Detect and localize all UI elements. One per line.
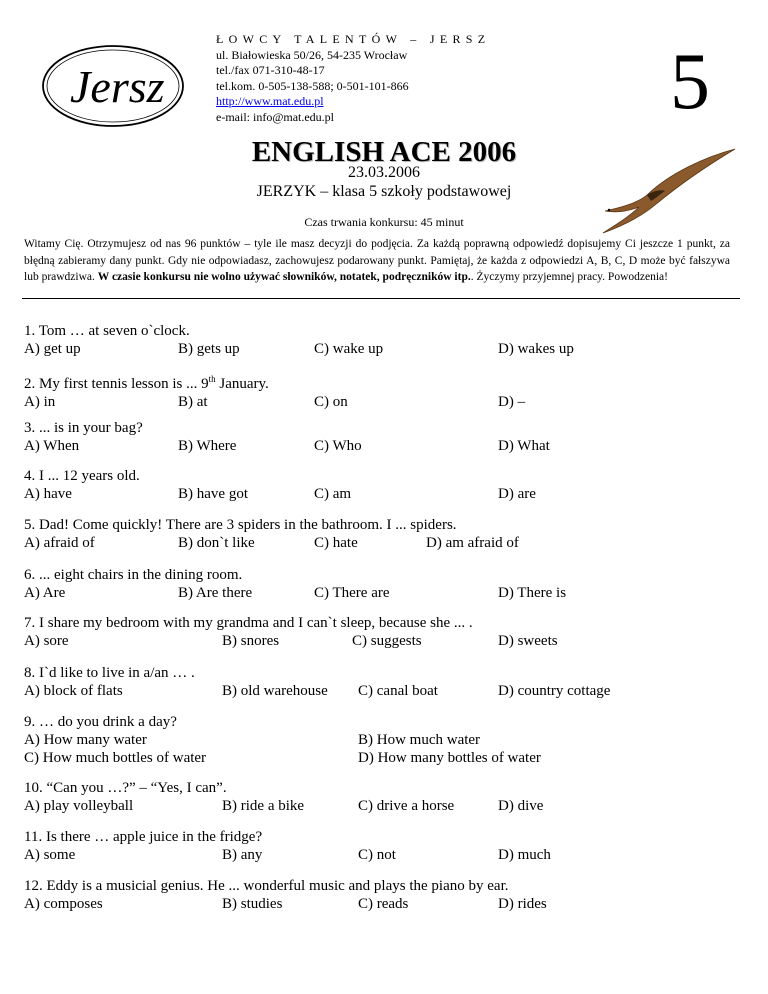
instructions xyxy=(24,236,730,286)
option-b: B) any xyxy=(222,847,263,863)
option-c: C) drive a horse xyxy=(358,798,455,814)
option-d: D) What xyxy=(498,438,550,454)
question-12 xyxy=(24,877,724,913)
instructions-text: Witamy Cię. Otrzymujesz od nas 96 punktów – tyle ile masz decyzji do podjęcia. Za każdą poprawną odpowiedź dopisujemy Ci jeszcze 1 punkt, za błędną zabieramy dany punkt. Gdy nie odpowiadasz, zachowujesz podarowany punkt. Pamiętaj, że każda z odpowiedzi A, B, C, D może być fałszywa lub prawdziwa. xyxy=(24,238,730,283)
option-a: A) Are xyxy=(24,585,66,601)
duration: Czas trwania konkursu: 45 minut xyxy=(304,215,464,229)
option-c: C) suggests xyxy=(352,633,422,649)
question-11 xyxy=(24,828,724,864)
fax: tel./fax 071-310-48-17 xyxy=(216,63,325,77)
option-c: C) canal boat xyxy=(358,683,438,699)
question-7 xyxy=(24,614,724,650)
email: e-mail: info@mat.edu.pl xyxy=(216,109,335,124)
option-a: A) sore xyxy=(24,633,69,649)
option-c: C) There are xyxy=(314,585,390,601)
option-c: C) How much bottles of water xyxy=(24,750,207,766)
option-d: D) am afraid of xyxy=(426,535,519,551)
question-1 xyxy=(24,322,724,358)
question-text: 3. ... is in your bag? xyxy=(24,420,143,436)
website-link[interactable]: http://www.mat.edu.pl xyxy=(216,94,324,108)
option-b: B) ride a bike xyxy=(222,798,305,814)
option-a: A) afraid of xyxy=(24,535,95,551)
option-d: D) How many bottles of water xyxy=(358,750,541,766)
question-text: 4. I ... 12 years old. xyxy=(24,468,140,484)
option-a: A) some xyxy=(24,847,76,863)
option-b: B) have got xyxy=(178,486,248,502)
grade-number: 5 xyxy=(670,38,710,126)
divider xyxy=(22,298,740,299)
question-text: 6. ... eight chairs in the dining room. xyxy=(24,567,243,583)
option-b: B) old warehouse xyxy=(222,683,328,699)
option-d: D) country cottage xyxy=(498,683,611,699)
instructions-bold: W czasie konkursu nie wolno używać słowników, notatek, podręczników itp. xyxy=(97,271,471,283)
question-5 xyxy=(24,516,724,552)
instructions-closing: . Życzymy przyjemnej pracy. Powodzenia! xyxy=(470,271,668,283)
question-9 xyxy=(24,713,724,767)
option-a: A) How many water xyxy=(24,732,147,748)
option-a: A) get up xyxy=(24,341,81,357)
option-c: C) wake up xyxy=(314,341,384,357)
logo-text: Jersz xyxy=(70,61,165,112)
question-6 xyxy=(24,566,724,602)
option-c: C) am xyxy=(314,486,352,502)
address: ul. Białowieska 50/26, 54-235 Wrocław xyxy=(216,47,408,62)
option-b: B) snores xyxy=(222,633,280,649)
option-a: A) have xyxy=(24,486,72,502)
option-b: B) Are there xyxy=(178,585,253,601)
question-text: 1. Tom … at seven o`clock. xyxy=(24,323,190,339)
option-c: C) on xyxy=(314,394,348,410)
option-a: A) block of flats xyxy=(24,683,123,699)
option-d: D) much xyxy=(498,847,551,863)
mobile-phones: tel.kom. 0-505-138-588; 0-501-101-866 xyxy=(216,78,409,93)
option-d: D) rides xyxy=(498,896,547,912)
option-a: A) composes xyxy=(24,896,103,912)
option-d: D) sweets xyxy=(498,633,558,649)
option-d: D) dive xyxy=(498,798,544,814)
option-a: A) When xyxy=(24,438,80,454)
option-d: D) – xyxy=(498,394,526,410)
jersz-logo xyxy=(38,38,218,133)
question-text: 8. I`d like to live in a/an … . xyxy=(24,665,195,681)
option-a: A) play volleyball xyxy=(24,798,134,814)
question-3 xyxy=(24,419,724,455)
option-c: C) hate xyxy=(314,535,358,551)
option-c: C) not xyxy=(358,847,396,863)
question-text: 5. Dad! Come quickly! There are 3 spiders in the bathroom. I ... spiders. xyxy=(24,517,457,533)
question-8 xyxy=(24,664,724,700)
question-text: 9. … do you drink a day? xyxy=(24,714,177,730)
option-c: C) Who xyxy=(314,438,362,454)
option-d: D) wakes up xyxy=(498,341,574,357)
option-c: C) reads xyxy=(358,896,409,912)
contest-subtitle: JERZYK – klasa 5 szkoły podstawowej xyxy=(256,183,512,200)
organizer-info xyxy=(216,32,490,125)
option-b: B) Where xyxy=(178,438,237,454)
option-b: B) studies xyxy=(222,896,283,912)
question-text: 7. I share my bedroom with my grandma and I can`t sleep, because she ... . xyxy=(24,615,473,631)
question-text: 12. Eddy is a musicial genius. He ... wonderful music and plays the piano by ear. xyxy=(24,878,509,894)
option-d: D) There is xyxy=(498,585,567,601)
contest-date: 23.03.2006 xyxy=(348,164,420,181)
organizer-name: ŁOWCY TALENTÓW – JERSZ xyxy=(216,32,491,46)
question-2 xyxy=(24,370,724,411)
page-title: ENGLISH ACE 2006 xyxy=(251,136,517,168)
option-b: B) don`t like xyxy=(178,535,255,551)
option-b: B) gets up xyxy=(178,341,240,357)
option-b: B) How much water xyxy=(358,732,481,748)
question-4 xyxy=(24,467,724,503)
question-10 xyxy=(24,779,724,815)
question-text: 10. “Can you …?” – “Yes, I can”. xyxy=(24,780,227,796)
question-text: 11. Is there … apple juice in the fridge? xyxy=(24,829,263,845)
question-text: 2. My first tennis lesson is ... 9th January. xyxy=(24,374,269,392)
option-d: D) are xyxy=(498,486,536,502)
option-a: A) in xyxy=(24,394,56,410)
option-b: B) at xyxy=(178,394,208,410)
